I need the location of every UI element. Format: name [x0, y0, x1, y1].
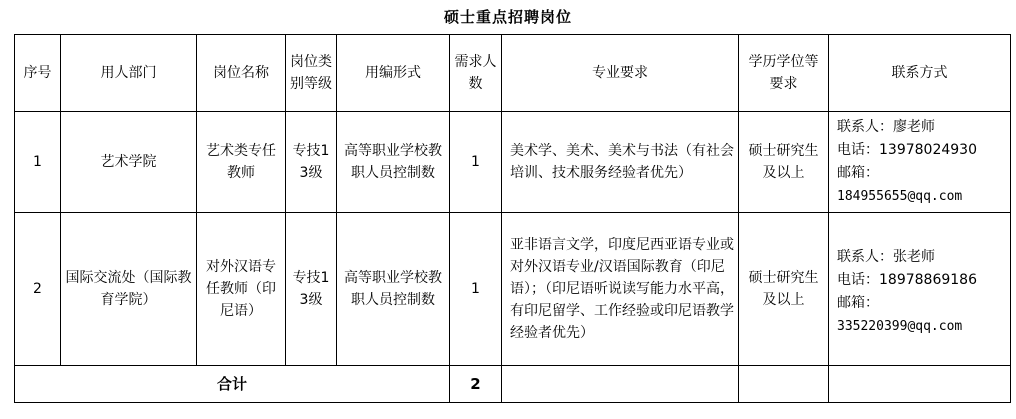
header-major: 专业要求	[502, 35, 739, 112]
contact-person: 联系人：廖老师	[837, 119, 935, 135]
header-position: 岗位名称	[197, 35, 286, 112]
total-empty-education	[739, 366, 829, 403]
cell-contact	[829, 213, 1011, 366]
cell-education: 硕士研究生及以上	[739, 112, 829, 213]
total-label: 合计	[15, 366, 450, 403]
contact-phone: 电话：18978869186	[837, 272, 977, 288]
contact-email: 184955655@qq.com	[837, 189, 963, 204]
cell-position: 对外汉语专任教师（印尼语）	[197, 213, 286, 366]
table-row	[15, 112, 1011, 213]
cell-staffing: 高等职业学校教职人员控制数	[337, 213, 450, 366]
contact-person: 联系人：张老师	[837, 249, 935, 265]
total-empty-contact	[829, 366, 1011, 403]
header-seq: 序号	[15, 35, 61, 112]
contact-email: 335220399@qq.com	[837, 319, 963, 334]
table-row	[15, 213, 1011, 366]
cell-category: 专技13级	[286, 112, 337, 213]
cell-category: 专技13级	[286, 213, 337, 366]
cell-staffing: 高等职业学校教职人员控制数	[337, 112, 450, 213]
cell-major: 美术学、美术、美术与书法（有社会培训、技术服务经验者优先）	[502, 112, 739, 213]
cell-dept: 国际交流处（国际教育学院）	[61, 213, 197, 366]
cell-education: 硕士研究生及以上	[739, 213, 829, 366]
total-empty-major	[502, 366, 739, 403]
contact-phone: 电话：13978024930	[837, 142, 977, 158]
header-education: 学历学位等要求	[739, 35, 829, 112]
table-title: 硕士重点招聘岗位	[443, 8, 572, 26]
cell-count: 1	[450, 213, 502, 366]
total-count: 2	[450, 366, 502, 403]
cell-seq: 1	[15, 112, 61, 213]
recruitment-table	[14, 34, 1011, 403]
cell-count: 1	[450, 112, 502, 213]
contact-email-label: 邮箱：	[837, 165, 879, 181]
header-category: 岗位类别等级	[286, 35, 337, 112]
header-row	[15, 35, 1011, 112]
cell-dept: 艺术学院	[61, 112, 197, 213]
cell-contact	[829, 112, 1011, 213]
header-count: 需求人数	[450, 35, 502, 112]
cell-major: 亚非语言文学，印度尼西亚语专业或对外汉语专业/汉语国际教育（印尼语）；（印尼语听说读写能力水平高，有印尼留学、工作经验或印尼语教学经验者优先）	[502, 213, 739, 366]
total-row	[15, 366, 1011, 403]
cell-position: 艺术类专任教师	[197, 112, 286, 213]
header-staffing: 用编形式	[337, 35, 450, 112]
header-dept: 用人部门	[61, 35, 197, 112]
contact-email-label: 邮箱：	[837, 295, 879, 311]
cell-seq: 2	[15, 213, 61, 366]
header-contact: 联系方式	[829, 35, 1011, 112]
